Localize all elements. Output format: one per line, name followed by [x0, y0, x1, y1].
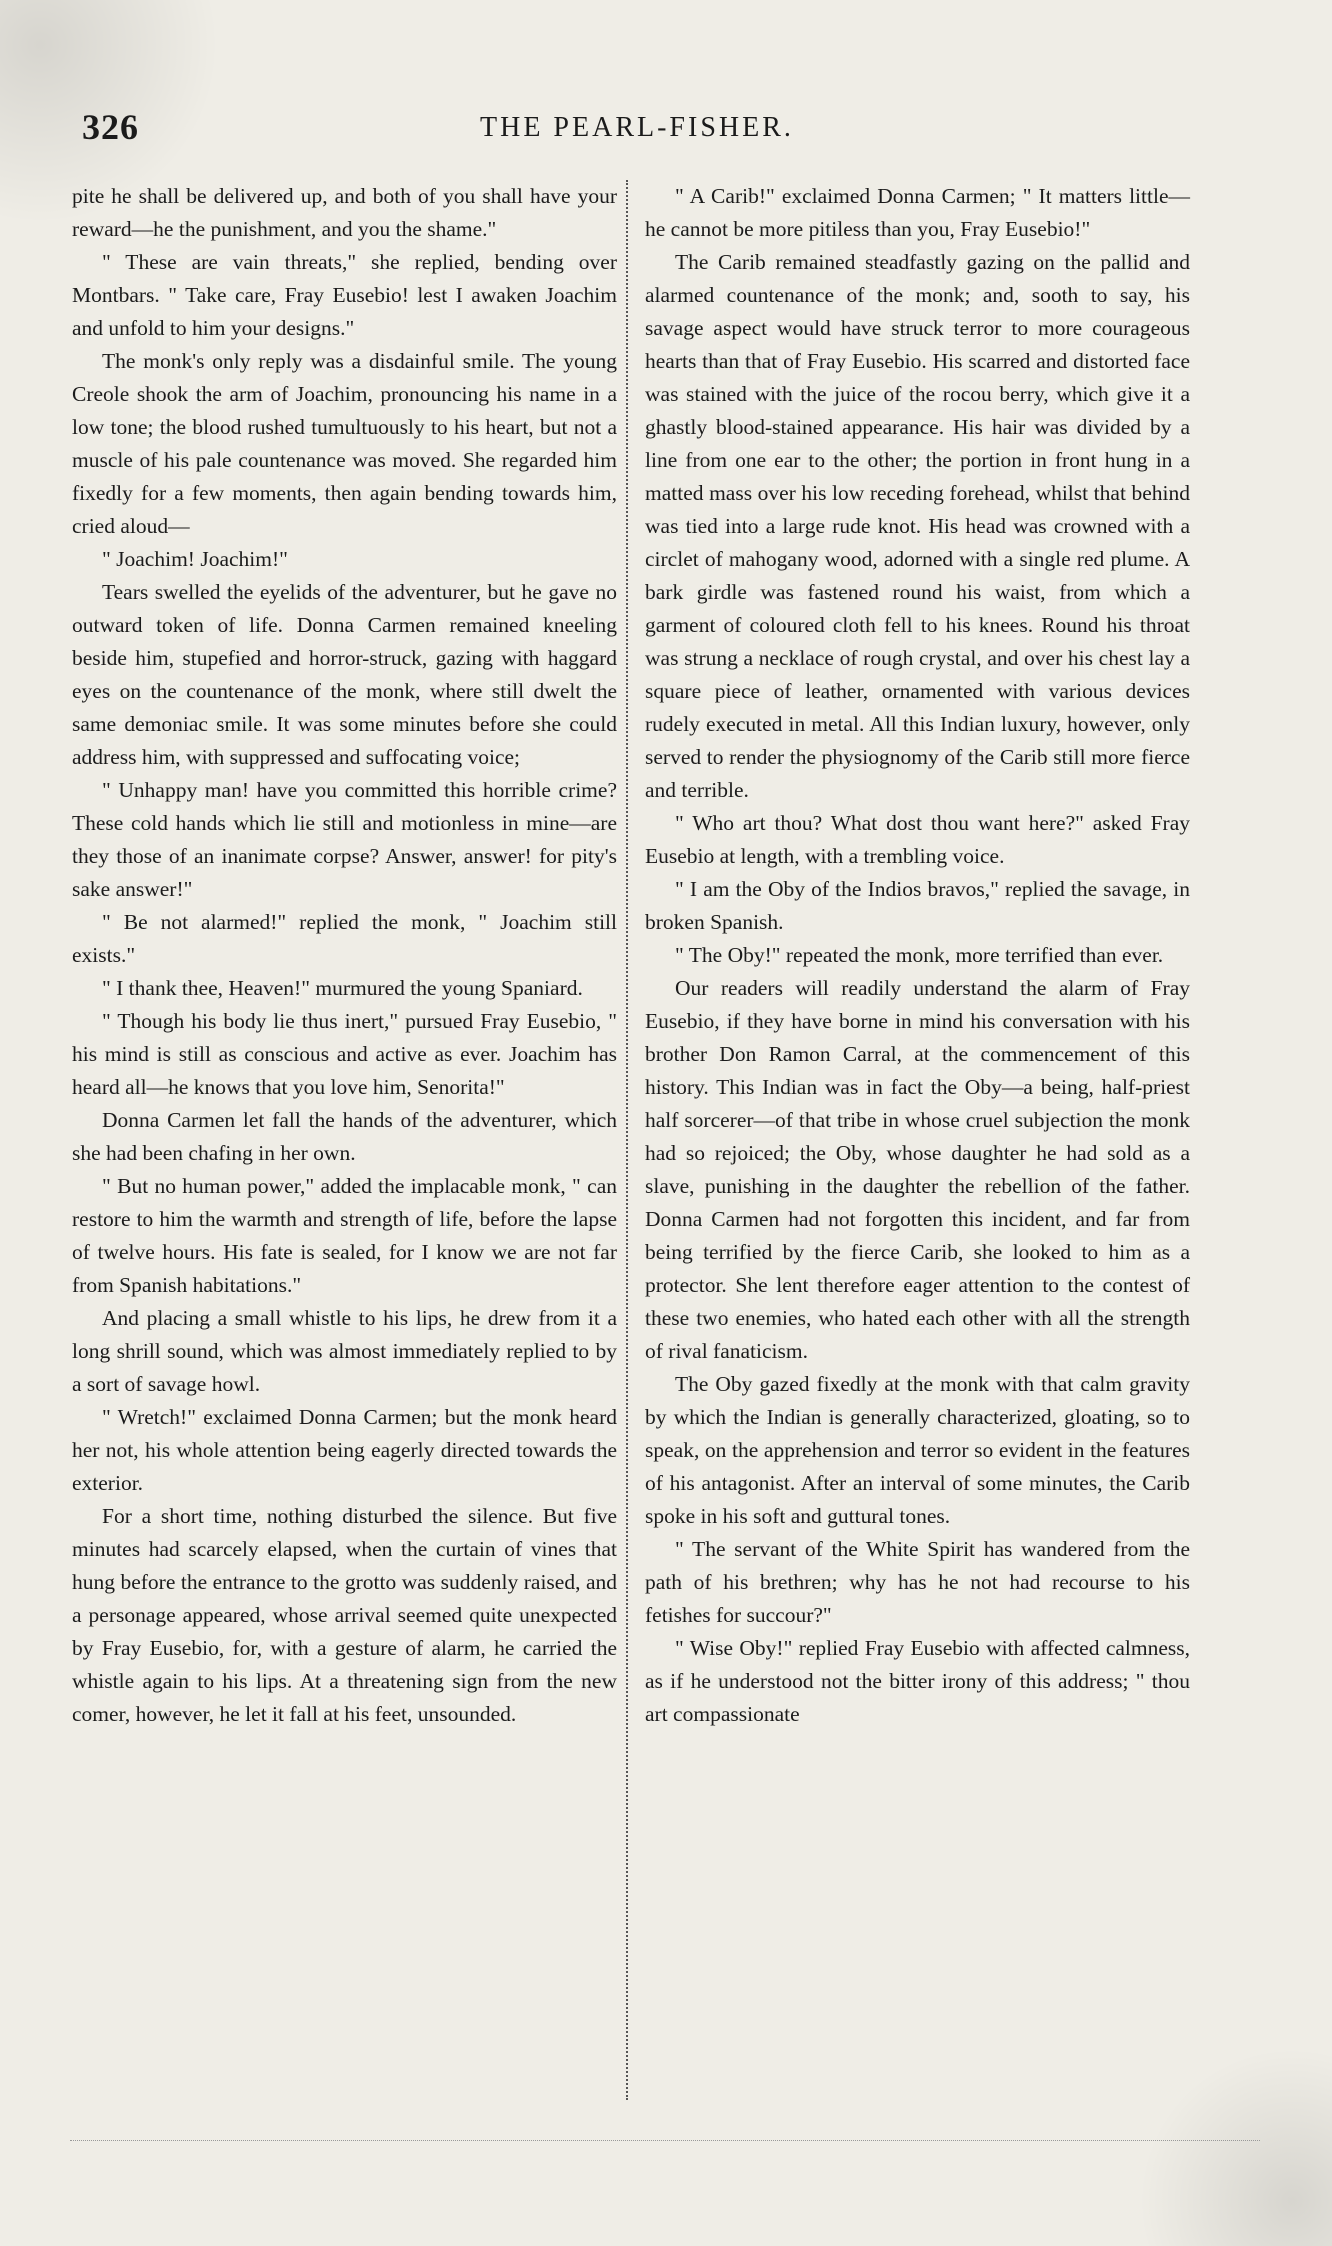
- left-column: [72, 180, 617, 1731]
- page-number: 326: [82, 107, 139, 147]
- paragraph: " These are vain threats," she replied, bending over Montbars. " Take care, Fray Eusebio! lest I awaken Joachim and unfold to him your designs.": [72, 250, 617, 340]
- right-column: [645, 180, 1190, 1731]
- paragraph: Tears swelled the eyelids of the adventurer, but he gave no outward token of life. Donna Carmen remained kneeling beside him, stupefied and horror-struck, gazing with haggard eyes on the countenance of the monk, where still dwelt the same demoniac smile. It was some minutes before she could address him, with suppressed and suffocating voice;: [72, 580, 617, 769]
- paragraph: " Wise Oby!" replied Fray Eusebio with affected calmness, as if he understood not the bitter irony of this address; " thou art compassionate: [645, 1636, 1190, 1726]
- paragraph: " I am the Oby of the Indios bravos," replied the savage, in broken Spanish.: [645, 877, 1190, 934]
- paragraph: The Carib remained steadfastly gazing on the pallid and alarmed countenance of the monk; and, sooth to say, his savage aspect would have struck terror to more courageous hearts than that of Fray Eusebio. His scarred and distorted face was stained with the juice of the rocou berry, which give it a ghastly blood-stained appearance. His hair was divided by a line from one ear to the other; the portion in front hung in a matted mass over his low receding forehead, whilst that behind was tied into a large rude knot. His head was crowned with a circlet of mahogany wood, adorned with a single red plume. A bark girdle was fastened round his waist, from which a garment of coloured cloth fell to his knees. Round his throat was strung a necklace of rough crystal, and over his chest lay a square piece of leather, ornamented with various devices rudely executed in metal. All this Indian luxury, however, only served to render the physiognomy of the Carib still more fierce and terrible.: [645, 250, 1190, 802]
- running-head: THE PEARL-FISHER.: [480, 112, 794, 143]
- page-header: [70, 100, 1185, 160]
- paragraph: The monk's only reply was a disdainful smile. The young Creole shook the arm of Joachim, pronouncing his name in a low tone; the blood rushed tumultuously to his heart, but not a muscle of his pale countenance was moved. She regarded him fixedly for a few moments, then again bending towards him, cried aloud—: [72, 349, 617, 538]
- paragraph: Donna Carmen let fall the hands of the adventurer, which she had been chafing in her own.: [72, 1108, 617, 1165]
- paragraph: " Unhappy man! have you committed this horrible crime? These cold hands which lie still and motionless in mine—are they those of an inanimate corpse? Answer, answer! for pity's sake answer!": [72, 778, 617, 901]
- column-divider: [626, 180, 628, 2100]
- paragraph: pite he shall be delivered up, and both of you shall have your reward—he the punishment, and you the shame.": [72, 184, 617, 241]
- paragraph: And placing a small whistle to his lips, he drew from it a long shrill sound, which was almost immediately replied to by a sort of savage howl.: [72, 1306, 617, 1396]
- paragraph: " The Oby!" repeated the monk, more terrified than ever.: [675, 943, 1164, 967]
- page-bottom-edge: [70, 2140, 1260, 2141]
- paragraph: For a short time, nothing disturbed the silence. But five minutes had scarcely elapsed, when the curtain of vines that hung before the entrance to the grotto was suddenly raised, and a personage appeared, whose arrival seemed quite unexpected by Fray Eusebio, for, with a gesture of alarm, he carried the whistle again to his lips. At a threatening sign from the new comer, however, he let it fall at his feet, unsounded.: [72, 1504, 617, 1726]
- paragraph: " The servant of the White Spirit has wandered from the path of his brethren; why has he not had recourse to his fetishes for succour?": [645, 1537, 1190, 1627]
- paragraph: The Oby gazed fixedly at the monk with that calm gravity by which the Indian is generally characterized, gloating, so to speak, on the apprehension and terror so evident in the features of his antagonist. After an interval of some minutes, the Carib spoke in his soft and guttural tones.: [645, 1372, 1190, 1528]
- paragraph: " A Carib!" exclaimed Donna Carmen; " It matters little—he cannot be more pitiless than you, Fray Eusebio!": [645, 184, 1190, 241]
- paragraph: " Who art thou? What dost thou want here?" asked Fray Eusebio at length, with a trembling voice.: [645, 811, 1190, 868]
- paragraph: " I thank thee, Heaven!" murmured the young Spaniard.: [102, 976, 583, 1000]
- paragraph: " Joachim! Joachim!": [102, 547, 288, 571]
- paragraph: " But no human power," added the implacable monk, " can restore to him the warmth and strength of life, before the lapse of twelve hours. His fate is sealed, for I know we are not far from Spanish habitations.": [72, 1174, 617, 1297]
- paragraph: " Wretch!" exclaimed Donna Carmen; but the monk heard her not, his whole attention being eagerly directed towards the exterior.: [72, 1405, 617, 1495]
- paragraph: " Be not alarmed!" replied the monk, " Joachim still exists.": [72, 910, 617, 967]
- paragraph: " Though his body lie thus inert," pursued Fray Eusebio, " his mind is still as conscious and active as ever. Joachim has heard all—he knows that you love him, Senorita!": [72, 1009, 617, 1099]
- paragraph: Our readers will readily understand the alarm of Fray Eusebio, if they have borne in mind his conversation with his brother Don Ramon Carral, at the commencement of this history. This Indian was in fact the Oby—a being, half-priest half sorcerer—of that tribe in whose cruel subjection the monk had so rejoiced; the Oby, whose daughter he had sold as a slave, punishing in the daughter the rebellion of the father. Donna Carmen had not forgotten this incident, and far from being terrified by the fierce Carib, she looked to him as a protector. She lent therefore eager attention to the contest of these two enemies, who hated each other with all the strength of rival fanaticism.: [645, 976, 1190, 1363]
